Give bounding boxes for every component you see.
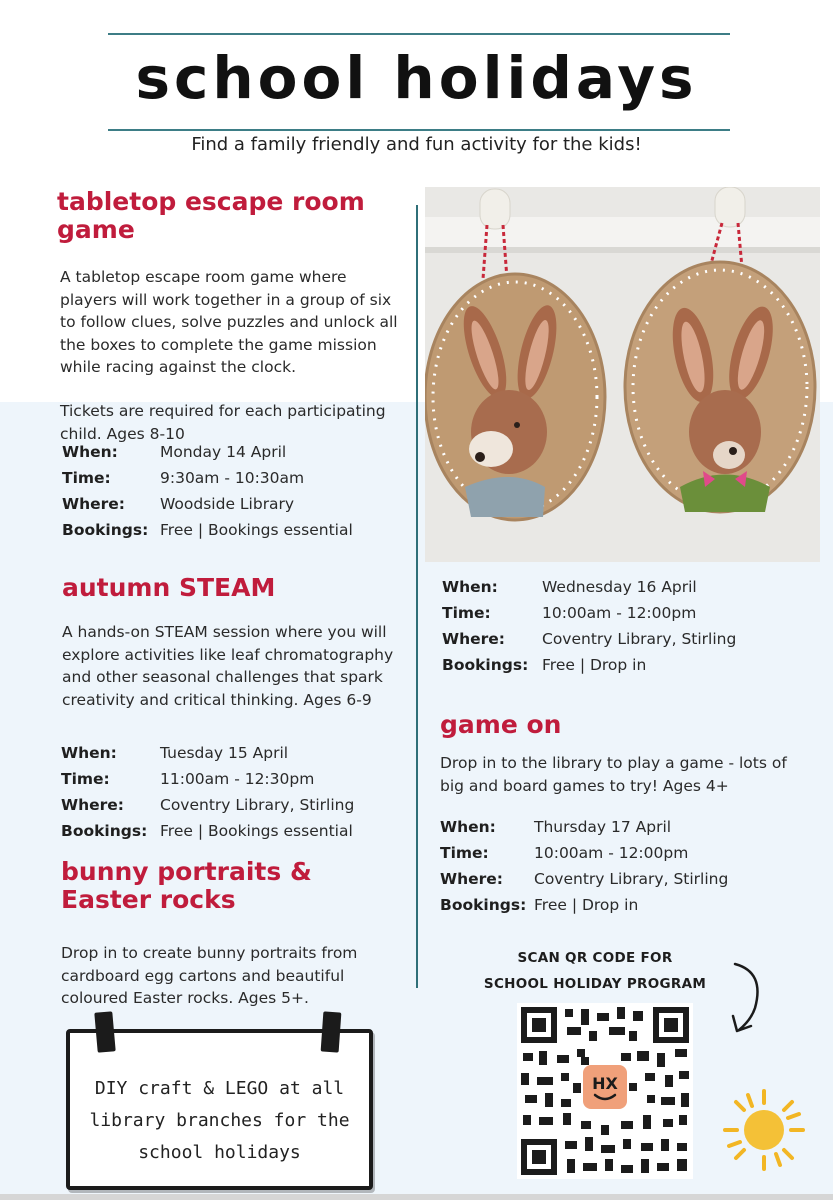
bottom-bar: [0, 1194, 833, 1200]
where-value: Coventry Library, Stirling: [160, 796, 355, 814]
when-value: Monday 14 April: [160, 443, 287, 461]
event-description-game-on: Drop in to the library to play a game - lots of big and board games to try! Ages 4+: [440, 754, 787, 795]
tape-left: [94, 1011, 115, 1052]
page-title: school holidays: [135, 44, 698, 112]
bottom-rule: [108, 129, 730, 131]
where-label: Where:: [442, 630, 505, 648]
bookings-label: Bookings:: [61, 822, 148, 840]
event-title-bunny-portraits: bunny portraits & Easter rocks: [61, 857, 312, 914]
time-label: Time:: [442, 604, 491, 622]
event-description-autumn-steam: A hands-on STEAM session where you will explore activities like leaf chromatography and other seasonal challenges that spark creativity and critical thinking. Ages 6-9: [62, 623, 394, 709]
event-details-escape-room: [62, 443, 412, 547]
event-details-bunny-portraits: [442, 578, 822, 682]
bookings-value: Free | Drop in: [534, 896, 639, 914]
qr-caption-line2: SCHOOL HOLIDAY PROGRAM: [483, 976, 707, 992]
event-description-escape-room: A tabletop escape room game where players will work together in a group of six to follow clues, solve puzzles and unlock all the boxes to complete the game mission while racing against the clock.: [60, 268, 398, 376]
qr-caption-line1: SCAN QR CODE FOR: [517, 950, 673, 966]
when-label: When:: [62, 443, 118, 461]
time-label: Time:: [62, 469, 111, 487]
diy-craft-note: [66, 1029, 373, 1190]
event-description-bunny-portraits: Drop in to create bunny portraits from cardboard egg cartons and beautiful coloured Easter rocks. Ages 5+.: [61, 944, 358, 1007]
time-value: 10:00am - 12:00pm: [542, 604, 697, 622]
when-label: When:: [442, 578, 498, 596]
curved-arrow-icon: [725, 960, 770, 1035]
time-value: 9:30am - 10:30am: [160, 469, 305, 487]
time-value: 11:00am - 12:30pm: [160, 770, 315, 788]
event-title-autumn-steam: autumn STEAM: [62, 573, 276, 602]
time-label: Time:: [61, 770, 110, 788]
top-rule: [108, 33, 730, 35]
bookings-label: Bookings:: [62, 521, 149, 539]
event-title-game-on: game on: [440, 710, 562, 739]
event-tickets-note: Tickets are required for each participating child. Ages 8-10: [60, 402, 386, 443]
bookings-label: Bookings:: [440, 896, 527, 914]
diy-note-text: [70, 1073, 369, 1169]
tape-right: [321, 1011, 342, 1052]
when-value: Wednesday 16 April: [542, 578, 697, 596]
when-value: Thursday 17 April: [534, 818, 672, 836]
bookings-value: Free | Bookings essential: [160, 822, 353, 840]
where-label: Where:: [62, 495, 125, 513]
where-value: Woodside Library: [160, 495, 295, 513]
event-details-game-on: [440, 818, 820, 922]
when-label: When:: [61, 744, 117, 762]
column-divider: [416, 205, 418, 988]
diy-note-line1: DIY craft & LEGO at all: [94, 1078, 345, 1099]
qr-logo-text: HX: [592, 1074, 618, 1093]
bunny-portraits-illustration: [425, 187, 820, 562]
when-label: When:: [440, 818, 496, 836]
bookings-label: Bookings:: [442, 656, 529, 674]
page-subtitle: Find a family friendly and fun activity for the kids!: [191, 134, 642, 155]
time-label: Time:: [440, 844, 489, 862]
qr-code[interactable]: [517, 1003, 693, 1179]
event-title-escape-room: tabletop escape room game: [57, 187, 365, 244]
bookings-value: Free | Drop in: [542, 656, 647, 674]
where-value: Coventry Library, Stirling: [542, 630, 737, 648]
diy-note-line2: library branches for the: [89, 1110, 350, 1131]
where-label: Where:: [440, 870, 503, 888]
bookings-value: Free | Bookings essential: [160, 521, 353, 539]
where-value: Coventry Library, Stirling: [534, 870, 729, 888]
where-label: Where:: [61, 796, 124, 814]
diy-note-line3: school holidays: [138, 1142, 301, 1163]
event-details-autumn-steam: [61, 744, 411, 848]
time-value: 10:00am - 12:00pm: [534, 844, 689, 862]
sun-icon: [721, 1087, 807, 1173]
bunny-portraits-photo: [425, 187, 820, 562]
when-value: Tuesday 15 April: [160, 744, 289, 762]
